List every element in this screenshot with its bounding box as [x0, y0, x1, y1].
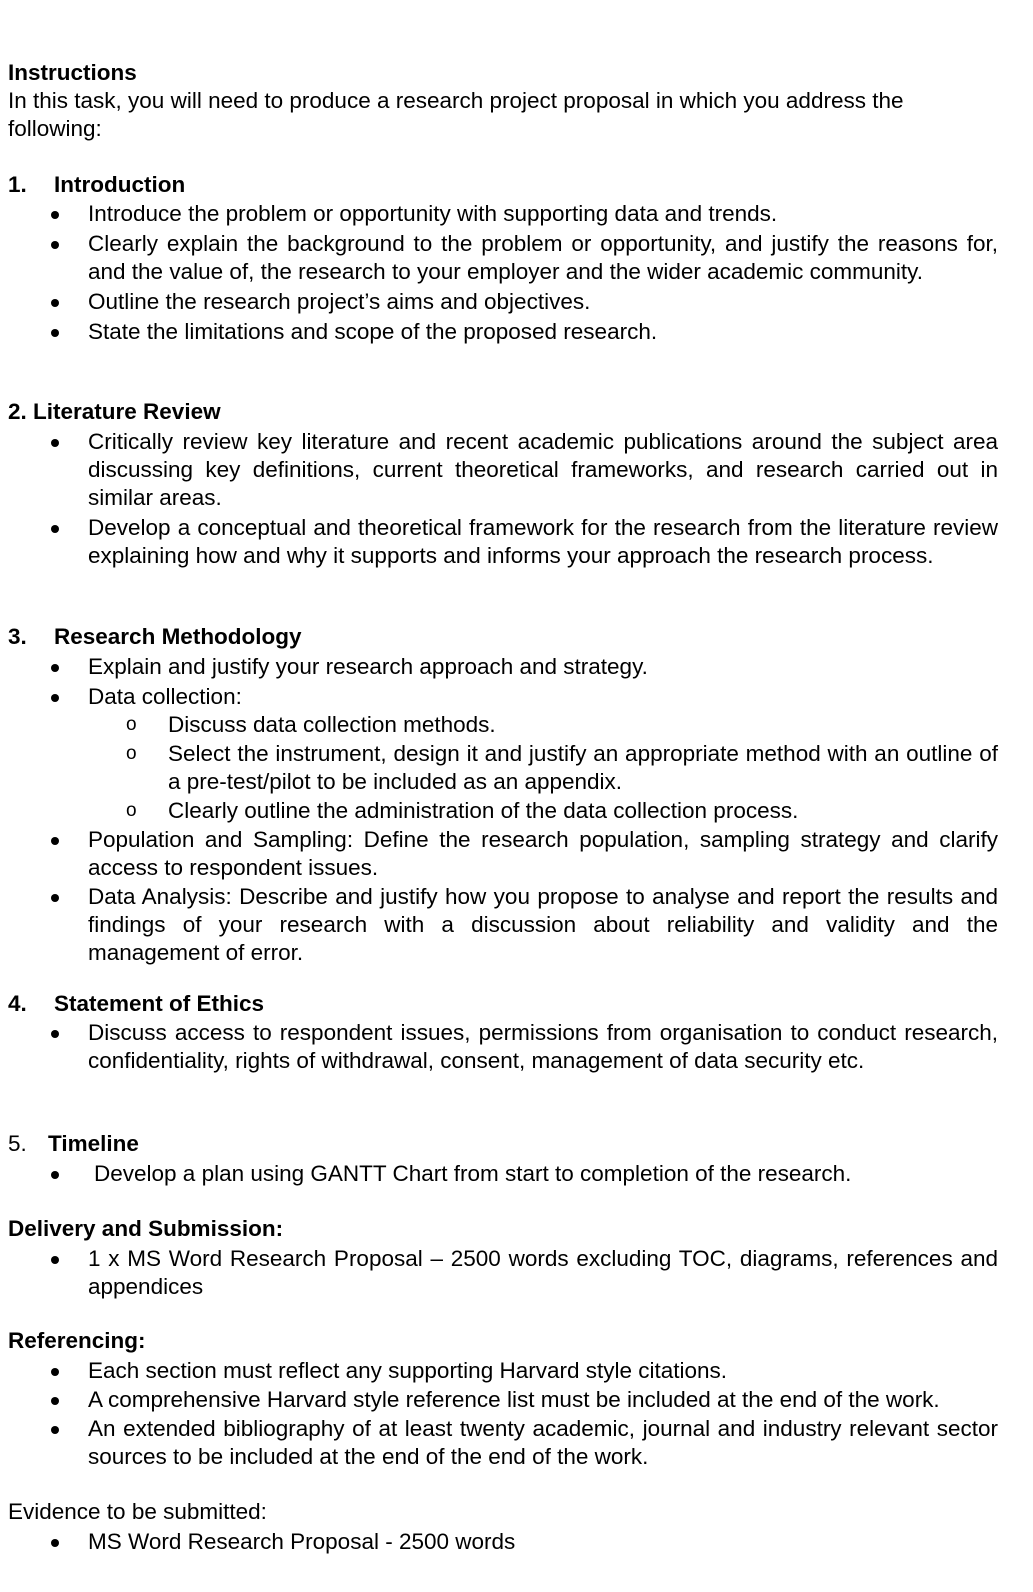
section-evidence [8, 1498, 998, 1556]
section-heading [8, 990, 998, 1018]
section-literature-review [8, 398, 998, 570]
section-title: Timeline [48, 1131, 139, 1156]
sub-list-item: o Clearly outline the administration of the data collection process. [8, 797, 998, 825]
list-item: Introduce the problem or opportunity with supporting data and trends. [8, 200, 998, 228]
section-title: Delivery and Submission: [8, 1216, 284, 1241]
section-statement-of-ethics [8, 990, 998, 1075]
bullet-list [8, 1019, 998, 1075]
instructions-block [8, 59, 998, 143]
section-title: Research Methodology [54, 624, 302, 649]
section-referencing [8, 1327, 998, 1471]
section-research-methodology [8, 623, 998, 967]
sub-list-item: o Select the instrument, design it and justify an appropriate method with an outline of a pre-test/pilot to be included as an appendix. [8, 740, 998, 796]
bullet-list [8, 1528, 998, 1556]
bullet-list [8, 200, 998, 346]
list-item: Explain and justify your research approach and strategy. [8, 653, 998, 681]
section-heading [8, 171, 998, 199]
list-item: Outline the research project’s aims and objectives. [8, 288, 998, 316]
section-title: Statement of Ethics [54, 991, 265, 1016]
list-item: Data Analysis: Describe and justify how you propose to analyse and report the results and findings of your research with a discussion about reliability and validity and the management of error. [8, 883, 998, 967]
section-title: Referencing: [8, 1328, 146, 1353]
list-item: State the limitations and scope of the proposed research. [8, 318, 998, 346]
section-number: 1. [8, 172, 27, 197]
data-collection-label: Data collection: [88, 684, 242, 709]
section-title: 2. Literature Review [8, 399, 221, 424]
section-title: Introduction [54, 172, 186, 197]
section-number: 4. [8, 991, 27, 1016]
bullet-list [8, 653, 998, 711]
section-introduction [8, 171, 998, 346]
section-heading [8, 623, 998, 651]
section-timeline [8, 1130, 998, 1188]
instructions-intro: In this task, you will need to produce a research project proposal in which you address the following: [8, 88, 904, 141]
list-item: 1 x MS Word Research Proposal – 2500 words excluding TOC, diagrams, references and appendices [8, 1245, 998, 1301]
list-item: Population and Sampling: Define the research population, sampling strategy and clarify access to respondent issues. [8, 826, 998, 882]
list-item: Critically review key literature and recent academic publications around the subject area discussing key definitions, current theoretical frameworks, and research carried out in similar areas. [8, 428, 998, 512]
list-item: Develop a plan using GANTT Chart from start to completion of the research. [8, 1160, 998, 1188]
list-item: Discuss access to respondent issues, permissions from organisation to conduct research, confidentiality, rights of withdrawal, consent, management of data security etc. [8, 1019, 998, 1075]
list-item: Each section must reflect any supporting Harvard style citations. [8, 1357, 998, 1385]
list-item: A comprehensive Harvard style reference list must be included at the end of the work. [8, 1386, 998, 1414]
list-item: Develop a conceptual and theoretical framework for the research from the literature review explaining how and why it supports and informs your approach the research process. [8, 514, 998, 570]
section-number: 5. [8, 1131, 27, 1156]
bullet-list [8, 1357, 998, 1471]
list-item: MS Word Research Proposal - 2500 words [8, 1528, 998, 1556]
bullet-list [8, 826, 998, 967]
list-item: Clearly explain the background to the problem or opportunity, and justify the reasons for, and the value of, the research to your employer and the wider academic community. [8, 230, 998, 286]
bullet-list [8, 1245, 998, 1301]
section-number: 3. [8, 624, 27, 649]
sub-bullet-list [8, 711, 998, 825]
list-item [8, 683, 998, 711]
bullet-list [8, 428, 998, 570]
section-heading [8, 1130, 998, 1158]
list-item: An extended bibliography of at least twenty academic, journal and industry relevant sector sources to be included at the end of the end of the work. [8, 1415, 998, 1471]
instructions-title: Instructions [8, 60, 137, 85]
section-delivery [8, 1215, 998, 1301]
bullet-list [8, 1160, 998, 1188]
sub-list-item: o Discuss data collection methods. [8, 711, 998, 739]
section-title: Evidence to be submitted: [8, 1499, 267, 1524]
